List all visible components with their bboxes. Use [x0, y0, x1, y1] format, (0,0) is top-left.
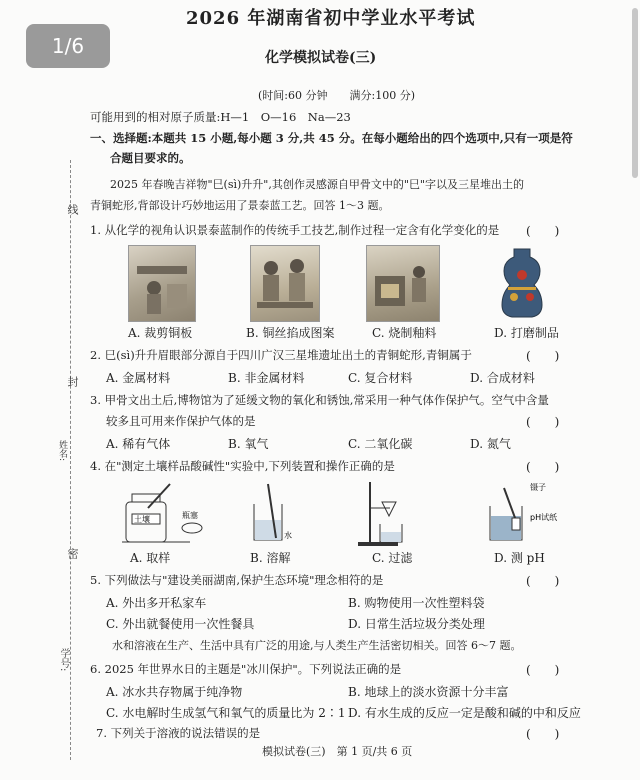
q4-answer-paren: ( ) [526, 460, 560, 474]
q1-answer-paren: ( ) [526, 224, 560, 238]
q3-option-a: A. 稀有气体 [106, 437, 171, 451]
q3-answer-paren: ( ) [526, 415, 560, 429]
stopper-label: 瓶塞 [182, 511, 198, 520]
section1-header: 一、选择题:本题共 15 小题,每小题 3 分,共 45 分。在每小题给出的四个选项中,只有一项是符 [90, 131, 573, 145]
q1-image-d [494, 245, 550, 320]
ph-paper-label: pH试纸 [530, 513, 558, 522]
q6-stem: 6. 2025 年世界水日的主题是"冰川保护"。下列说法正确的是 [90, 662, 402, 676]
q6-option-d: D. 有水生成的反应一定是酸和碱的中和反应 [348, 706, 581, 720]
q1-image-c [366, 245, 440, 322]
ph-test-icon [490, 488, 522, 540]
q2-option-b: B. 非金属材料 [228, 371, 305, 385]
q4-option-a: A. 取样 [130, 551, 171, 565]
page-indicator: 1/6 [26, 24, 110, 68]
q1-option-b: B. 铜丝掐成图案 [246, 326, 335, 340]
scrollbar[interactable] [632, 0, 638, 780]
margin-label-line: 线 [66, 204, 79, 215]
q4-apparatus-figure [118, 478, 598, 550]
q1-stem: 1. 从化学的视角认识景泰蓝制作的传统手工技艺,制作过程一定含有化学变化的是 [90, 223, 500, 237]
q3-option-b: B. 氧气 [228, 437, 269, 451]
margin-label-secret: 密 [66, 548, 79, 559]
q4-option-b: B. 溶解 [250, 551, 291, 565]
context1-line1: 2025 年春晚吉祥物"巳(sì)升升",其创作灵感源自甲骨文中的"巳"字以及三星堆出土的 [110, 178, 524, 191]
paper-title: 化学模拟试卷(三) [265, 50, 377, 66]
margin-label-name: 姓名: [57, 440, 67, 462]
craftsmen-scene-icon [251, 246, 319, 321]
q3-option-d: D. 氮气 [470, 437, 511, 451]
q6-option-c: C. 水电解时生成氢气和氧气的质量比为 2∶1 [106, 706, 346, 720]
q3-stem-2: 较多且可用来作保护气体的是 [106, 414, 256, 428]
q2-option-d: D. 合成材料 [470, 371, 535, 385]
q4-stem: 4. 在"测定土壤样品酸碱性"实验中,下列装置和操作正确的是 [90, 459, 395, 473]
workshop-scene-icon [129, 246, 195, 321]
q2-option-a: A. 金属材料 [106, 371, 171, 385]
q5-stem: 5. 下列做法与"建设美丽湖南,保护生态环境"理念相符的是 [90, 573, 384, 587]
kiln-scene-icon [367, 246, 439, 321]
water-label: 水 [284, 531, 292, 540]
exam-info: (时间:60 分钟 满分:100 分) [258, 89, 415, 102]
q3-option-c: C. 二氧化碳 [348, 437, 413, 451]
beaker-icon [254, 484, 282, 540]
cloisonne-vase-icon [494, 245, 550, 320]
q4-option-d: D. 测 pH [494, 551, 545, 565]
q3-stem: 3. 甲骨文出土后,博物馆为了延缓文物的氧化和锈蚀,常采用一种气体作保护气。空气中含量 [90, 393, 549, 407]
q5-option-b: B. 购物使用一次性塑料袋 [348, 596, 485, 610]
q6-option-b: B. 地球上的淡水资源十分丰富 [348, 685, 509, 699]
margin-label-number: 学号: [58, 648, 69, 672]
scrollbar-thumb[interactable] [632, 8, 638, 178]
exam-title: 2026 年湖南省初中学业水平考试 [186, 8, 476, 29]
q1-image-b [250, 245, 320, 322]
q7-answer-paren: ( ) [526, 727, 560, 741]
filtration-icon [358, 482, 402, 546]
q2-stem: 2. 巳(sì)升升眉眼部分源自于四川广汉三星堆遗址出土的青铜蛇形,青铜属于 [90, 348, 472, 362]
atomic-masses: 可能用到的相对原子质量:H—1 O—16 Na—23 [90, 110, 351, 124]
page-footer: 模拟试卷(三) 第 1 页/共 6 页 [262, 745, 413, 758]
context2: 水和溶液在生产、生活中具有广泛的用途,与人类生产生活密切相关。回答 6～7 题。 [112, 639, 522, 652]
soil-label: 土壤 [134, 515, 150, 524]
margin-label-seal: 封 [66, 376, 79, 387]
q5-option-d: D. 日常生活垃圾分类处理 [348, 617, 485, 631]
q1-option-c: C. 烧制釉料 [372, 326, 437, 340]
tweezers-label: 镊子 [530, 483, 546, 492]
q2-option-c: C. 复合材料 [348, 371, 413, 385]
q5-answer-paren: ( ) [526, 574, 560, 588]
section1-header-2: 合题目要求的。 [110, 151, 191, 165]
q5-option-a: A. 外出多开私家车 [106, 596, 207, 610]
q6-option-a: A. 冰水共存物属于纯净物 [106, 685, 243, 699]
q7-stem: 7. 下列关于溶液的说法错误的是 [96, 726, 261, 740]
q1-option-d: D. 打磨制品 [494, 326, 559, 340]
q1-image-a [128, 245, 196, 322]
q2-answer-paren: ( ) [526, 349, 560, 363]
q6-answer-paren: ( ) [526, 663, 560, 677]
q4-option-c: C. 过滤 [372, 551, 413, 565]
q5-option-c: C. 外出就餐使用一次性餐具 [106, 617, 255, 631]
context1-line2: 青铜蛇形,背部设计巧妙地运用了景泰蓝工艺。回答 1～3 题。 [90, 199, 390, 212]
q1-option-a: A. 裁剪铜板 [128, 326, 193, 340]
